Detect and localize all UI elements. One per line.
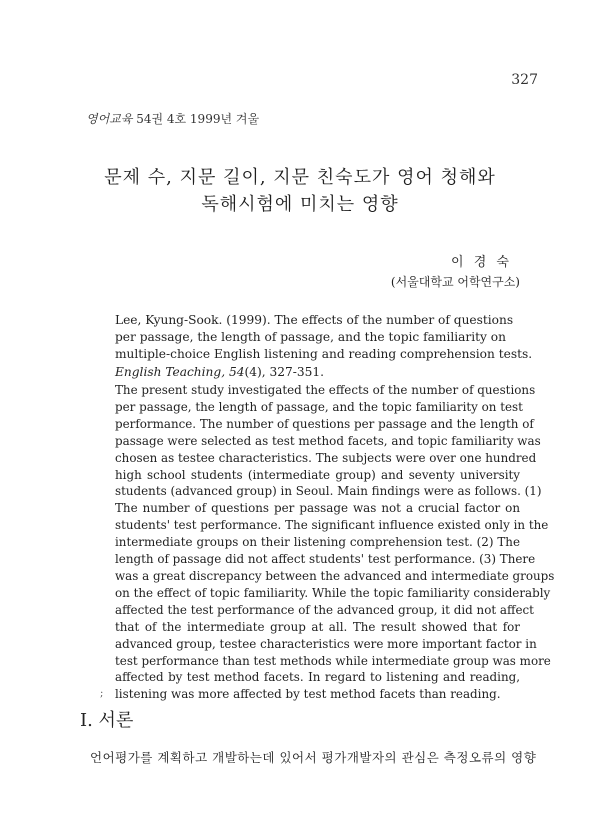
margin-mark: ;	[100, 688, 104, 699]
abstract-line: on the effect of topic familiarity. While the topic familiarity considerably	[115, 585, 551, 600]
abstract-line: that of the intermediate group at all. The result showed that for	[115, 619, 520, 634]
body-text-line: 언어평가를 계획하고 개발하는데 있어서 평가개발자의 관심은 측정오류의 영향	[90, 750, 537, 765]
abstract-line: high school students (intermediate group) and seventy university	[115, 467, 520, 482]
abstract-line: was a great discrepancy between the advanced and intermediate groups	[115, 568, 555, 583]
abstract-line: advanced group, testee characteristics were more important factor in	[115, 636, 537, 651]
section-heading: I. 서론	[80, 710, 134, 731]
abstract-line: students' test performance. The significant influence existed only in the	[115, 518, 549, 533]
journal-header	[86, 110, 259, 127]
journal-name: 영어교육	[86, 112, 133, 126]
abstract-line: The number of questions per passage was not a crucial factor on	[115, 501, 520, 516]
abstract	[115, 382, 555, 703]
abstract-line: per passage, the length of passage, and the topic familiarity on test	[115, 399, 523, 414]
page-number: 327	[511, 72, 538, 88]
citation-line: Lee, Kyung-Sook. (1999). The effects of the number of questions	[115, 313, 514, 327]
author-name: 이 경 숙	[451, 255, 512, 270]
abstract-line: listening was more affected by test method facets than reading.	[115, 687, 501, 702]
abstract-line: The present study investigated the effects of the number of questions	[115, 383, 536, 397]
abstract-line: length of passage did not affect students' test performance. (3) There	[115, 552, 536, 567]
abstract-line: intermediate groups on their listening comprehension test. (2) The	[115, 535, 520, 550]
abstract-line: affected the test performance of the advanced group, it did not affect	[115, 602, 534, 617]
abstract-line: performance. The number of questions per passage and the length of	[115, 416, 534, 431]
abstract-line: test performance than test methods while intermediate group was more	[115, 653, 551, 668]
abstract-line: chosen as testee characteristics. The subjects were over one hundred	[115, 450, 537, 465]
abstract-line: passage were selected as test method facets, and topic familiarity was	[115, 433, 541, 448]
citation-line: multiple-choice English listening and reading comprehension tests.	[115, 347, 533, 362]
citation-journal-italic: English Teaching, 54	[115, 364, 245, 379]
journal-issue: 54권 4호 1999년 겨울	[136, 112, 260, 126]
abstract-line: affected by test method facets. In regard to listening and reading,	[115, 670, 520, 685]
citation-journal-rest: (4), 327-351.	[244, 364, 324, 379]
author-affiliation: (서울대학교 어학연구소)	[390, 275, 520, 289]
abstract-line: students (advanced group) in Seoul. Main findings were as follows. (1)	[115, 484, 542, 499]
title-line-2: 독해시험에 미치는 영향	[201, 194, 399, 215]
citation-journal-line	[115, 364, 520, 381]
citation	[115, 312, 533, 381]
title-line-1: 문제 수, 지문 길이, 지문 친숙도가 영어 청해와	[104, 167, 496, 188]
citation-line: per passage, the length of passage, and the topic familiarity on	[115, 330, 506, 345]
